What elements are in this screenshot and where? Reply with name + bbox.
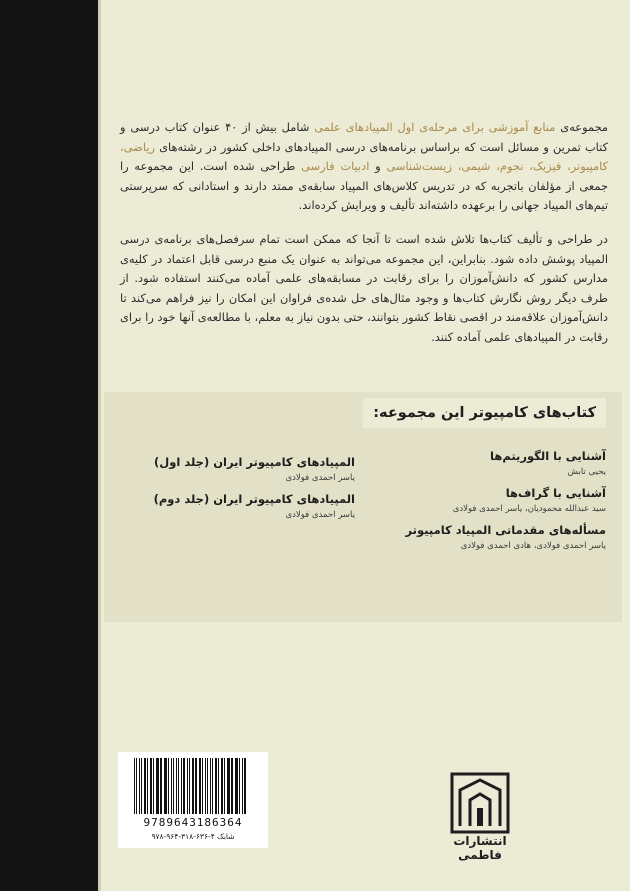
intro-prefix: مجموعه‌ی xyxy=(560,120,609,134)
barcode-bar xyxy=(202,758,203,814)
barcode-bar xyxy=(183,758,185,814)
barcode-bar xyxy=(235,758,238,814)
barcode-bar xyxy=(221,758,223,814)
book-author: سید عبدالله محمودیان، یاسر احمدی فولادی xyxy=(452,504,606,514)
barcode-bar xyxy=(181,758,182,814)
barcode-bar xyxy=(144,758,146,814)
book-entry xyxy=(115,491,355,522)
computer-books-heading: کتاب‌های کامپیوتر این مجموعه: xyxy=(363,398,606,428)
barcode-bar xyxy=(136,758,137,814)
barcode-bar xyxy=(173,758,174,814)
book-author: یاسر احمدی فولادی xyxy=(285,510,355,520)
barcode-bar xyxy=(224,758,225,814)
barcode-bar xyxy=(218,758,219,814)
books-column-left xyxy=(115,454,355,528)
intro-paragraph-2: در طراحی و تألیف کتاب‌ها تلاش شده است تا آنجا که ممکن است تمام سرفصل‌های برنامه‌ی درسی المپیاد پوشش داده شود. بنابراین، این مجموعه می‌تواند به عنوان یک منبع درسی قابل اعتماد در کلیه‌ی مدارس کشور که دانش‌آموزان را برای رقابت در مسابقه‌های علمی آماده می‌کنند استفاده شود. از طرف دیگر روش نگارش کتاب‌ها و وجود مثال‌های حل شده‌ی فراوان این امکان را نیز فراهم می‌کند تا دانش‌آموزان علاقه‌مند در اقصی نقاط کشور بتوانند، حتی بدون نیاز به معلم، با مطالعه‌ی آنها خود را برای رقابت در المپیادهای علمی آماده کنند. xyxy=(120,231,608,344)
barcode-bar xyxy=(212,758,213,814)
barcode-bar xyxy=(171,758,172,814)
book-title: المپیادهای کامپیوتر ایران (جلد دوم) xyxy=(153,492,355,506)
barcode-bar xyxy=(164,758,167,814)
barcode-bar xyxy=(195,758,197,814)
series-name-highlight: منابع آموزشی برای مرحله‌ی اول المپیادهای علمی xyxy=(314,120,556,134)
book-entry xyxy=(356,522,606,553)
book-title: المپیادهای کامپیوتر ایران (جلد اول) xyxy=(154,455,355,469)
barcode-bar xyxy=(192,758,194,814)
barcode-bar xyxy=(176,758,177,814)
publisher-logo-icon xyxy=(448,770,512,836)
persian-literature-highlight: ادبیات فارسی xyxy=(301,159,370,174)
book-title: مسأله‌های مقدماتی المپیاد کامپیوتر xyxy=(405,523,606,537)
publisher-name: انتشارات فاطمی xyxy=(453,834,507,862)
book-title: آشنایی با گراف‌ها xyxy=(505,486,606,500)
book-author: یحیی تابش xyxy=(567,467,606,477)
spine-edge xyxy=(98,0,101,891)
book-entry xyxy=(356,448,606,479)
barcode-bar xyxy=(160,758,162,814)
barcode-bar xyxy=(210,758,211,814)
barcode-bar xyxy=(207,758,208,814)
books-column-right xyxy=(356,448,606,559)
intro-and: و xyxy=(375,159,381,174)
book-spine xyxy=(0,0,98,891)
barcode-bar xyxy=(134,758,135,814)
barcode-bar xyxy=(242,758,243,814)
book-entry xyxy=(115,454,355,485)
barcode-bar xyxy=(150,758,152,814)
barcode-bar xyxy=(244,758,246,814)
barcode-bar xyxy=(187,758,188,814)
isbn-barcode xyxy=(118,752,268,848)
barcode-bar xyxy=(215,758,217,814)
intro-suffix: طراحی شده است. این مجموعه را جمعی از مؤلفان باتجربه که در تدریس کلاس‌های المپیاد سابقه‌ی ممتد دارند و استادانی که سرپرستی تیم‌های المپیاد جهانی را برعهده داشته‌اند تألیف و ویرایش کرده‌اند. xyxy=(120,159,608,213)
barcode-number: 9789643186364 xyxy=(143,816,243,829)
barcode-bars xyxy=(134,758,252,814)
intro-middle: شامل بیش از ۴۰ عنوان کتاب درسی و کتاب تمرین و مسائل است که براساس برنامه‌های درسی المپیادهای داخلی کشور در رشته‌های xyxy=(120,120,608,154)
book-author: یاسر احمدی فولادی xyxy=(285,473,355,483)
barcode-bar xyxy=(141,758,142,814)
barcode-bar xyxy=(178,758,179,814)
book-entry xyxy=(356,485,606,516)
isbn-text: شابک ۴-۶۳۶-۳۱۸-۹۶۴-۹۷۸ xyxy=(151,832,235,841)
barcode-bar xyxy=(156,758,159,814)
barcode-bar xyxy=(199,758,201,814)
barcode-bar xyxy=(153,758,154,814)
barcode-bar xyxy=(227,758,230,814)
book-title: آشنایی با الگوریتم‌ها xyxy=(490,449,606,463)
series-description xyxy=(120,118,608,362)
barcode-bar xyxy=(189,758,190,814)
barcode-bar xyxy=(147,758,148,814)
barcode-bar xyxy=(139,758,140,814)
intro-paragraph-1 xyxy=(120,118,608,216)
barcode-bar xyxy=(168,758,169,814)
subjects-highlight: ریاضی، کامپیوتر، فیزیک، نجوم، شیمی، زیست‌شناسی xyxy=(120,139,608,174)
barcode-bar xyxy=(239,758,240,814)
book-author: یاسر احمدی فولادی، هادی احمدی فولادی xyxy=(460,541,606,551)
barcode-bar xyxy=(231,758,233,814)
barcode-bar xyxy=(205,758,206,814)
